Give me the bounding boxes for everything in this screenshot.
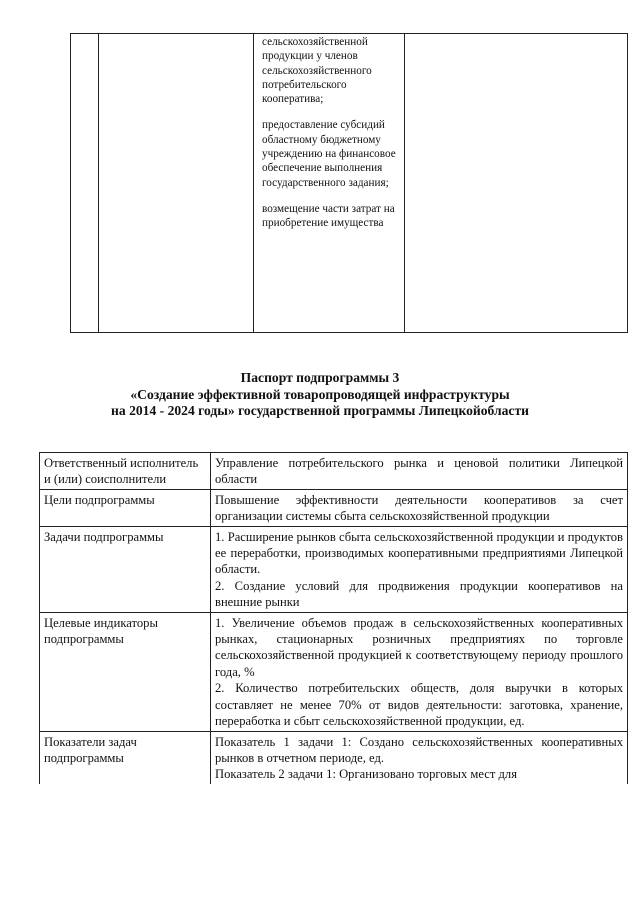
empty-cell [71,34,99,333]
row-content [211,489,628,526]
heading-line: Паспорт подпрограммы 3 [240,370,400,385]
table-row [40,453,628,490]
measure-paragraph: сельскохозяйственной продукции у членов сельскохозяйственного потребительского кооператива; [262,36,372,106]
content-paragraph: Показатель 1 задачи 1: Создано сельскохозяйственных кооперативных рынков в отчетном периоде, ед. [215,734,623,765]
content-paragraph: Управление потребительского рынка и ценовой политики Липецкой области [215,456,623,487]
measure-paragraph: возмещение части затрат на приобретение имущества [262,202,395,230]
heading-line: на 2014 - 2024 годы» государственной программы Липецкойобласти [111,403,529,418]
table-row [40,489,628,526]
row-content [211,453,628,490]
heading-line: «Создание эффективной товаропроводящей инфраструктуры [130,386,510,402]
row-content [211,612,628,731]
content-paragraph: 1. Увеличение объемов продаж в сельскохозяйственных кооперативных рынках, стационарных розничных предприятиях по торговле сельскохозяйственной продукцией к соответствующему периоду прошлого года, % [215,615,623,679]
table-row [40,526,628,612]
continuation-table [70,33,628,333]
row-content [211,526,628,612]
content-paragraph: 2. Количество потребительских обществ, доля выручки в которых составляет не менее 70% от видов деятельности: заготовка, хранение, переработка и сбыт сельскохозяйственной продукции, ед. [215,681,623,729]
measure-paragraph: предоставление субсидий областному бюджетному учреждению на финансовое обеспечение выполнения государственного задания; [262,119,396,189]
row-label: Целевые индикаторы подпрограммы [40,612,211,731]
row-label: Ответственный исполнитель и (или) соисполнители [40,453,211,490]
row-label: Цели подпрограммы [40,489,211,526]
passport-table [39,452,628,784]
measures-cell [254,34,405,333]
empty-cell [405,34,628,333]
content-paragraph: Показатель 2 задачи 1: Организовано торговых мест для [215,767,517,782]
empty-cell [99,34,254,333]
content-paragraph: 1. Расширение рынков сбыта сельскохозяйственной продукции и продуктов ее переработки, производимых кооперативными предприятиями Липецкой области. [215,529,623,577]
content-paragraph: Повышение эффективности деятельности кооперативов за счет организации системы сбыта сельскохозяйственной продукции [215,492,623,524]
table-row [40,612,628,731]
table-row [40,731,628,784]
content-paragraph: 2. Создание условий для продвижения продукции кооперативов на внешние рынки [215,578,623,610]
row-label: Задачи подпрограммы [40,526,211,612]
subprogram-heading [0,370,640,420]
row-content [211,731,628,784]
row-label: Показатели задач подпрограммы [40,731,211,784]
